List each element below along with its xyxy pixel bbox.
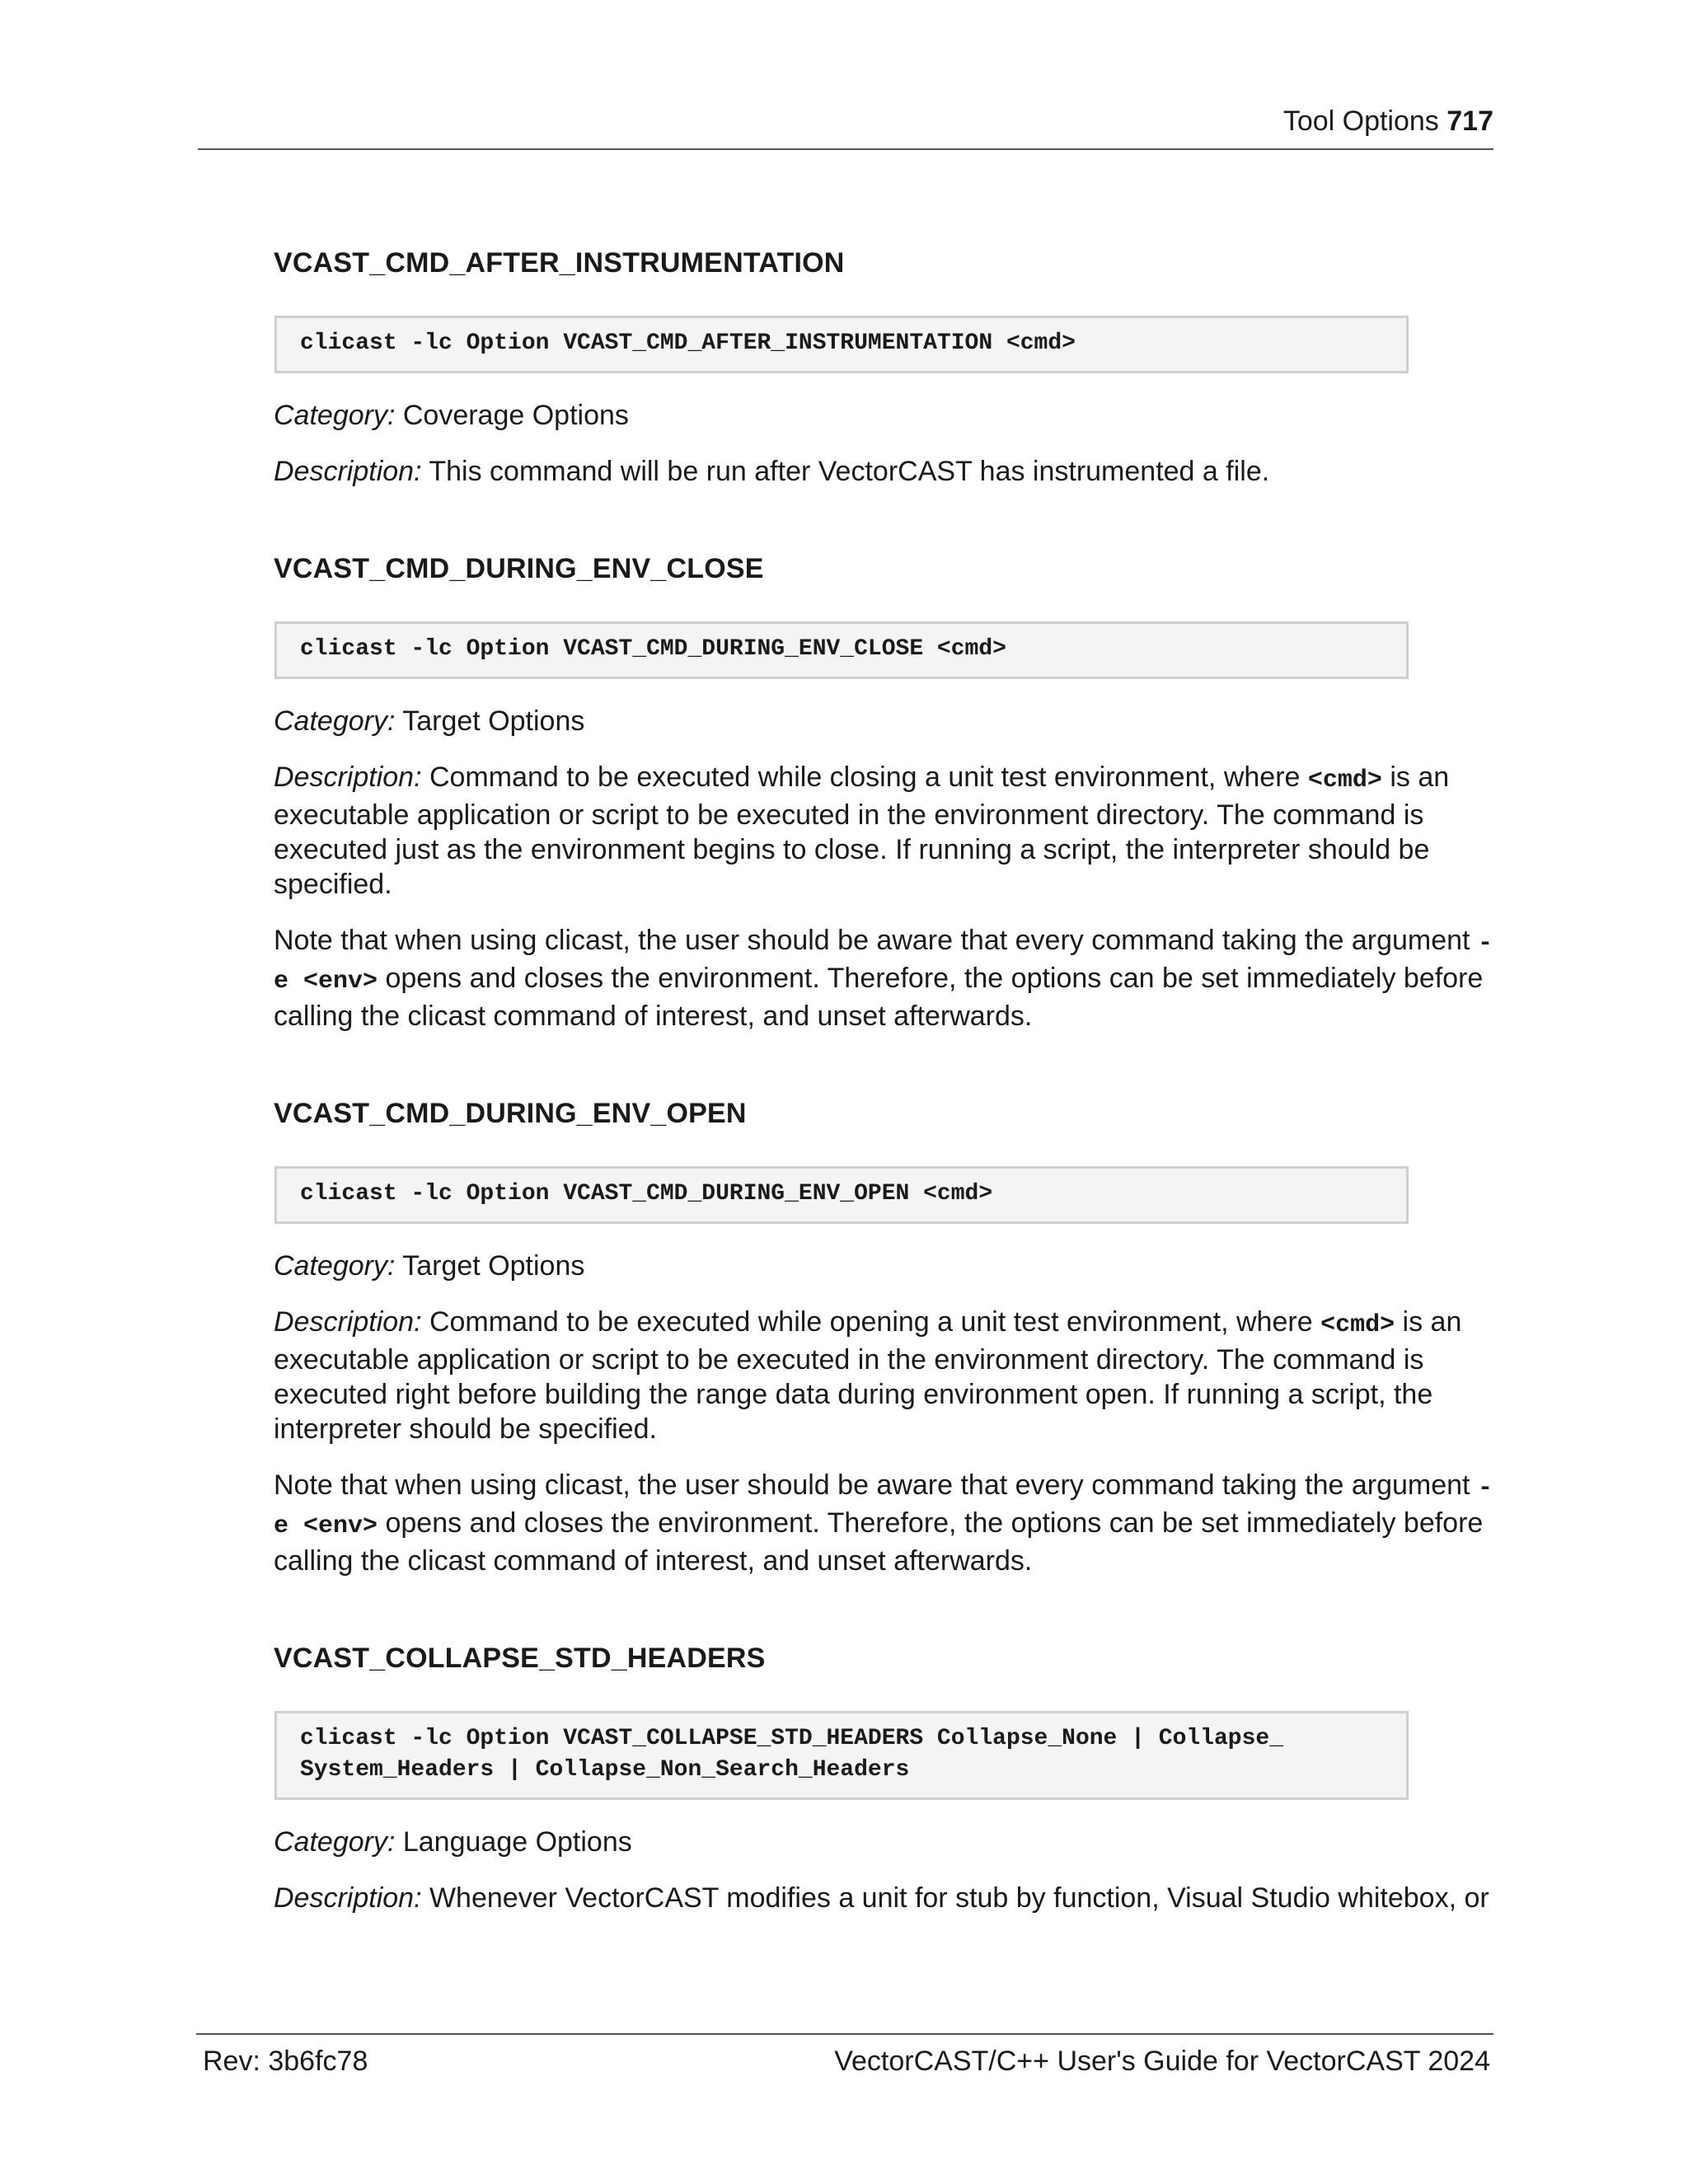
category-value: Target Options [402, 705, 585, 737]
description-line [274, 1305, 1497, 1446]
page-number: 717 [1447, 105, 1493, 137]
option-section [274, 1098, 1497, 1578]
footer-guide-title: VectorCAST/C++ User's Guide for VectorCAST 2024 [834, 2046, 1490, 2077]
note-text: Note that when using clicast, the user should be aware that every command taking the argument [274, 925, 1470, 956]
note-text: opens and closes the environment. Therefore, the options can be set immediately before calling the clicast command of interest, and unset afterwards. [274, 1507, 1484, 1577]
inline-code: -e <env> [274, 930, 1493, 996]
description-text: This command will be run after VectorCAST has instrumented a file. [429, 456, 1270, 487]
category-label: Category: [274, 1250, 396, 1282]
command-box: clicast -lc Option VCAST_COLLAPSE_STD_HEADERS Collapse_None | Collapse_ System_Headers | Collapse_Non_Search_Headers [274, 1711, 1409, 1800]
page-header [198, 102, 1493, 150]
option-heading: VCAST_CMD_DURING_ENV_CLOSE [274, 553, 764, 584]
description-text: Whenever VectorCAST modifies a unit for stub by function, Visual Studio whitebox, or [429, 1882, 1489, 1914]
description-label: Description: [274, 762, 422, 793]
footer-divider [196, 2033, 1493, 2035]
category-value: Language Options [402, 1826, 632, 1858]
description-line [274, 760, 1497, 902]
option-heading: VCAST_CMD_DURING_ENV_OPEN [274, 1098, 747, 1129]
category-line [274, 398, 1497, 433]
command-box: clicast -lc Option VCAST_CMD_DURING_ENV_CLOSE <cmd> [274, 621, 1409, 679]
description-label: Description: [274, 1882, 422, 1914]
command-box: clicast -lc Option VCAST_CMD_DURING_ENV_OPEN <cmd> [274, 1166, 1409, 1224]
description-text: is an executable application or script to be executed in the environment directory. The command is executed right before building the range data during environment open. If running a script, the interpreter should be specified. [274, 1306, 1462, 1445]
command-box: clicast -lc Option VCAST_CMD_AFTER_INSTRUMENTATION <cmd> [274, 316, 1409, 373]
description-line [274, 1881, 1497, 1915]
footer-revision: Rev: 3b6fc78 [203, 2046, 368, 2077]
header-title [1283, 105, 1493, 138]
category-value: Coverage Options [402, 400, 629, 431]
option-section [274, 247, 1497, 489]
page-content [274, 247, 1497, 1980]
note-text: Note that when using clicast, the user should be aware that every command taking the argument [274, 1469, 1470, 1501]
note-line [274, 1468, 1497, 1578]
category-label: Category: [274, 705, 396, 737]
header-section: Tool Options [1282, 105, 1439, 137]
description-text: is an executable application or script to be executed in the environment directory. The command is executed just as the environment begins to close. If running a script, the interpreter should be specified. [274, 762, 1450, 900]
option-section [274, 553, 1497, 1033]
inline-code: <cmd> [1307, 766, 1382, 794]
option-section [274, 1643, 1497, 1915]
option-heading: VCAST_CMD_AFTER_INSTRUMENTATION [274, 247, 845, 279]
category-line [274, 1825, 1497, 1859]
note-text: opens and closes the environment. Therefore, the options can be set immediately before calling the clicast command of interest, and unset afterwards. [274, 963, 1484, 1032]
inline-code: <cmd> [1320, 1311, 1395, 1339]
description-line [274, 454, 1497, 489]
description-text: Command to be executed while opening a unit test environment, where [429, 1306, 1313, 1338]
inline-code: -e <env> [274, 1474, 1493, 1540]
category-line [274, 1249, 1497, 1283]
category-line [274, 704, 1497, 738]
description-text: Command to be executed while closing a unit test environment, where [429, 762, 1301, 793]
category-label: Category: [274, 400, 396, 431]
category-label: Category: [274, 1826, 396, 1858]
note-line [274, 923, 1497, 1033]
category-value: Target Options [402, 1250, 585, 1282]
description-label: Description: [274, 456, 422, 487]
description-label: Description: [274, 1306, 422, 1338]
option-heading: VCAST_COLLAPSE_STD_HEADERS [274, 1643, 766, 1674]
